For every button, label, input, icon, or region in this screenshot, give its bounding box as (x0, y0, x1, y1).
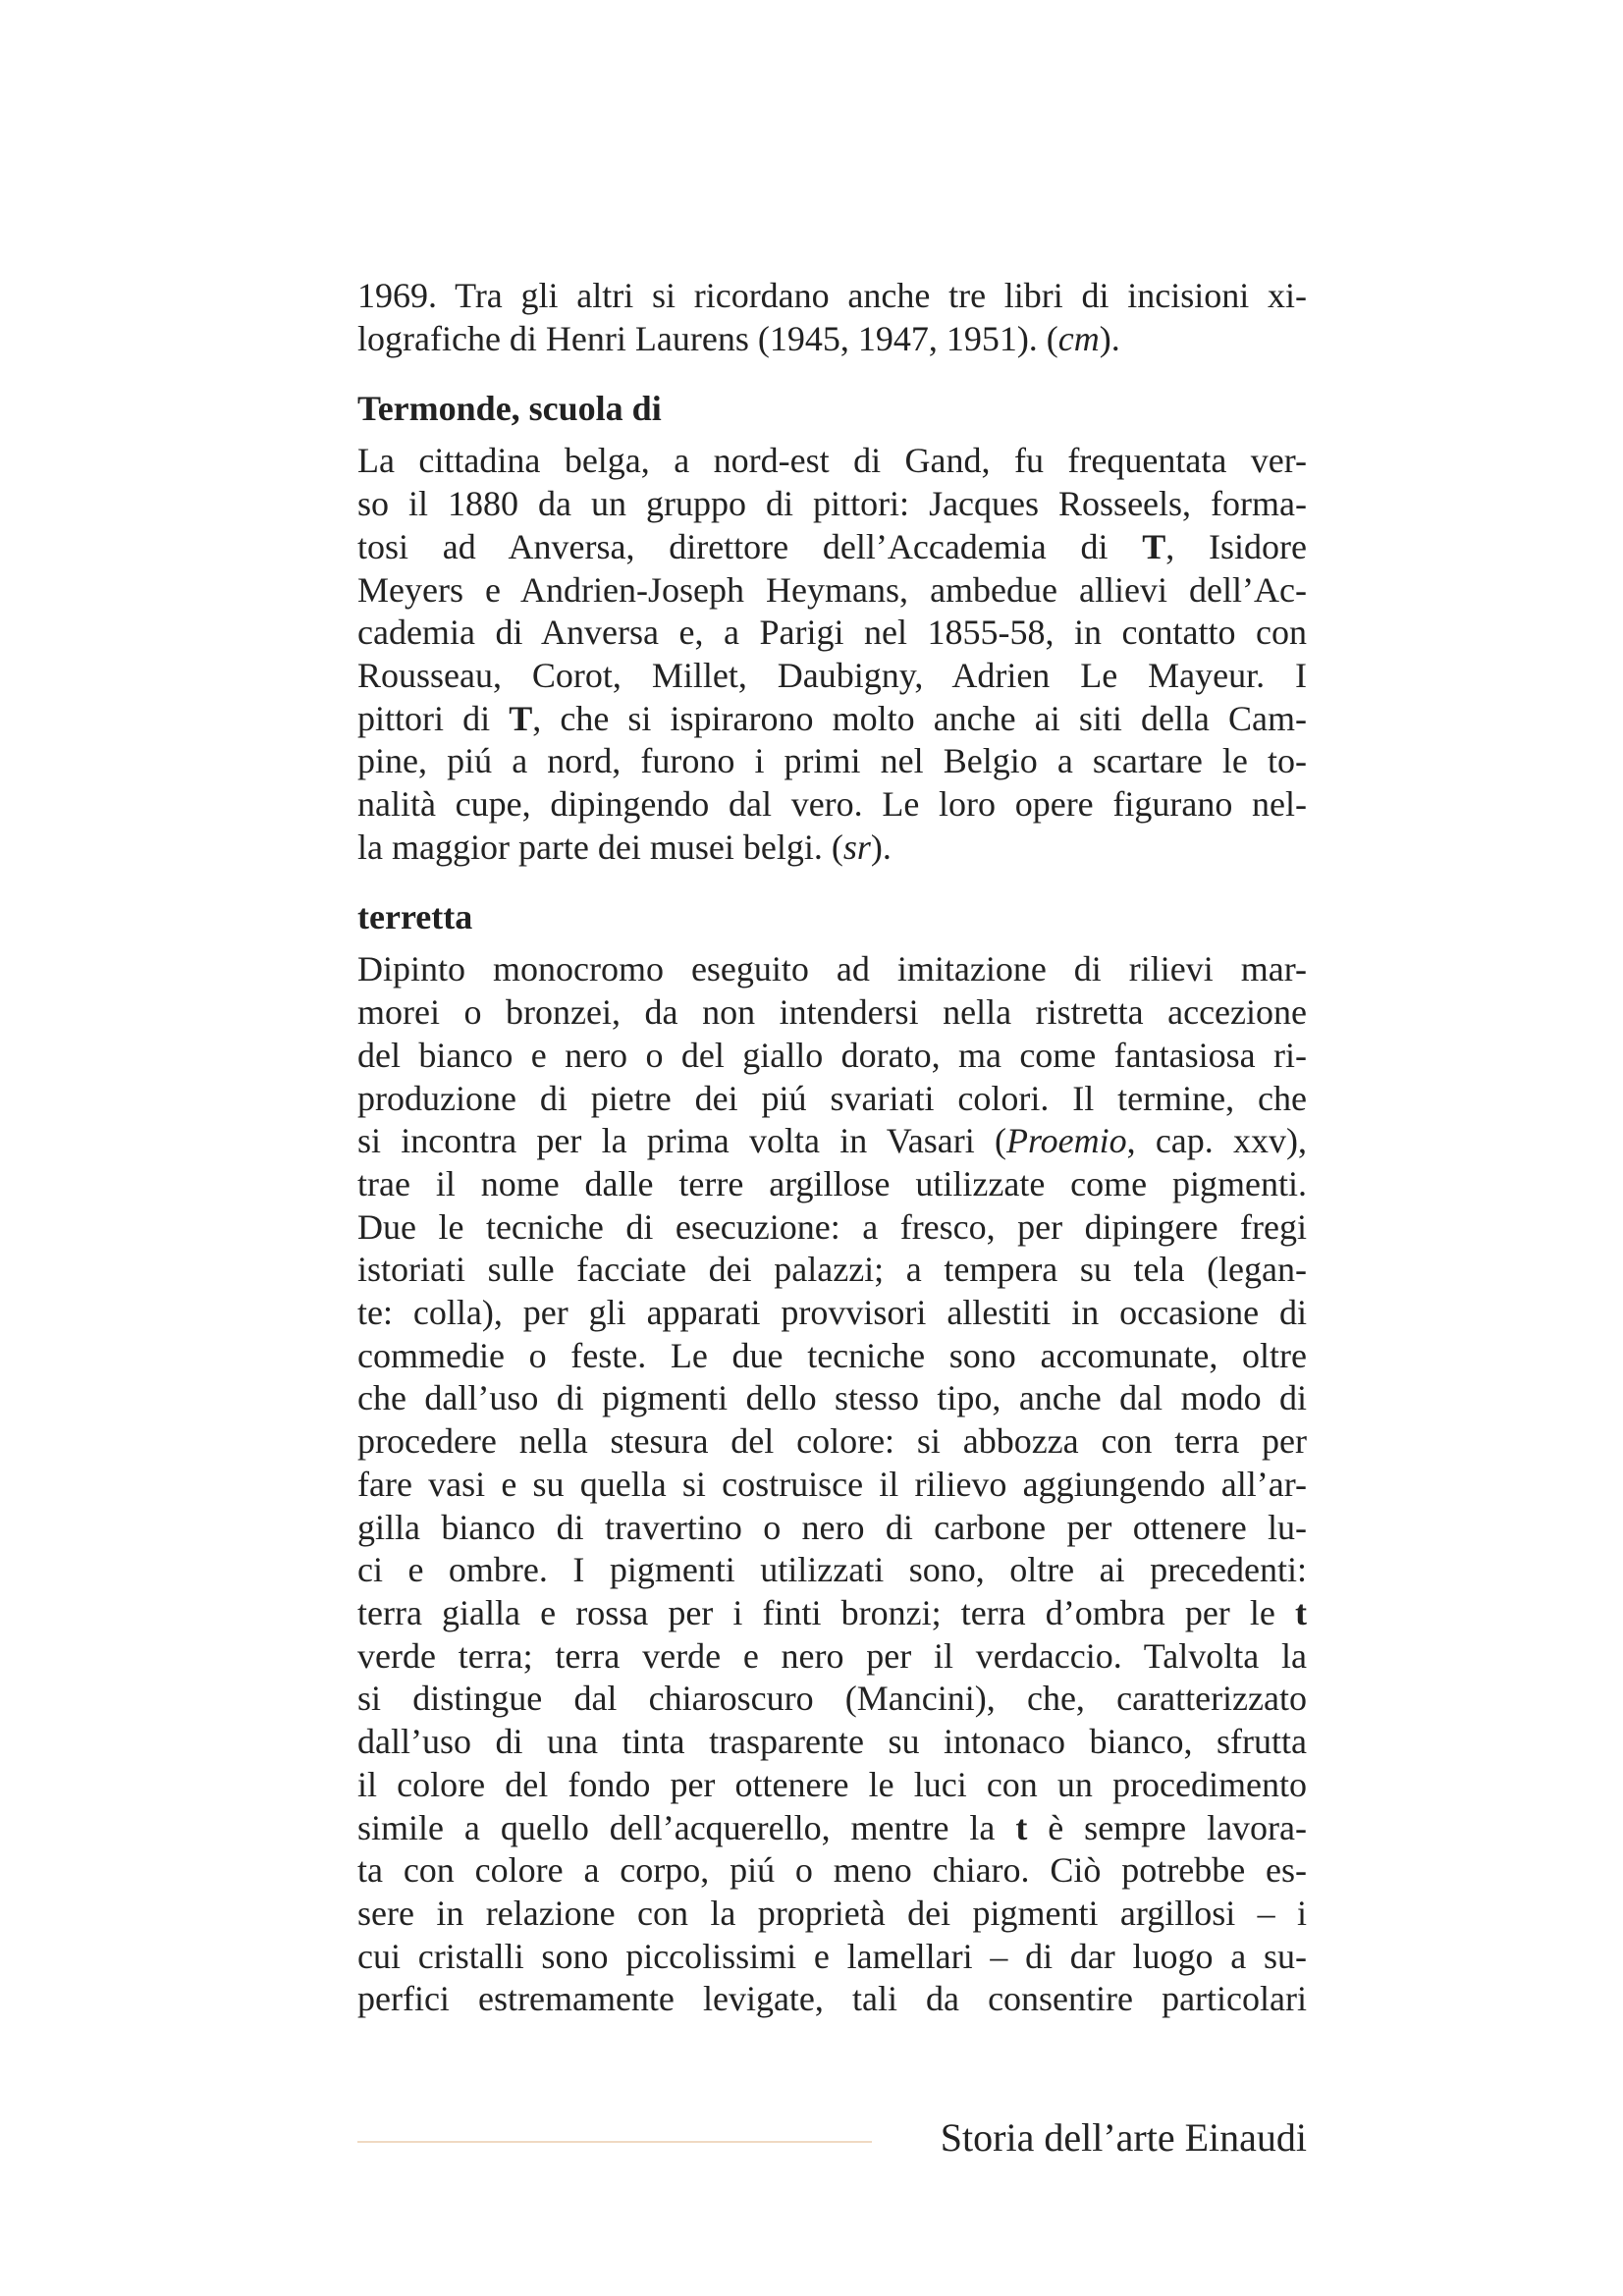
text-line: Due le tecniche di esecuzione: a fresco, per dipingere fregi (357, 1206, 1307, 1247)
text-line: sere in relazione con la proprietà dei pigmenti argillosi – i (357, 1893, 1307, 1933)
entry-text (357, 440, 1307, 869)
text-line: morei o bronzei, da non intendersi nella ristretta accezione (357, 992, 1307, 1033)
footer-title: Storia dell’arte Einaudi (940, 2115, 1307, 2160)
text-line: cademia di Anversa e, a Parigi nel 1855-58, in contatto con (357, 613, 1307, 653)
text-line: lografiche di Henri Laurens (1945, 1947, 1951). (cm). (357, 318, 1120, 358)
text-line: fare vasi e su quella si costruisce il rilievo aggiungendo all’ar- (357, 1464, 1307, 1504)
text-line: trae il nome dalle terre argillose utilizzate come pigmenti. (357, 1163, 1307, 1203)
entry-abbreviation: t (1295, 1592, 1307, 1632)
text-line: si distingue dal chiaroscuro (Mancini), che, caratterizzato (357, 1679, 1307, 1719)
text-line: gilla bianco di travertino o nero di carbone per ottenere lu- (357, 1507, 1307, 1547)
text-line: cui cristalli sono piccolissimi e lamellari – di dar luogo a su- (357, 1936, 1307, 1976)
text-line: pittori di T, che si ispirarono molto anche ai siti della Cam- (357, 698, 1307, 738)
text-line: del bianco e nero o del giallo dorato, ma come fantasiosa ri- (357, 1035, 1307, 1075)
text-line: so il 1880 da un gruppo di pittori: Jacques Rosseels, forma- (357, 484, 1307, 524)
entry-terretta (357, 895, 1307, 2021)
entry-abbreviation: T (1142, 526, 1166, 566)
entry-heading: Termonde, scuola di (357, 389, 662, 429)
page-body (357, 275, 1307, 2021)
text-line: 1969. Tra gli altri si ricordano anche tre libri di incisioni xi- (357, 276, 1307, 315)
text-line: pine, piú a nord, furono i primi nel Belgio a scartare le to- (357, 741, 1307, 781)
text-line: verde terra; terra verde e nero per il verdaccio. Talvolta la (357, 1635, 1307, 1676)
entry-termonde (357, 387, 1307, 869)
text-line: te: colla), per gli apparati provvisori allestiti in occasione di (357, 1293, 1307, 1333)
text-line: ci e ombre. I pigmenti utilizzati sono, oltre ai precedenti: (357, 1550, 1307, 1590)
text-line: dall’uso di una tinta trasparente su intonaco bianco, sfrutta (357, 1722, 1307, 1762)
text-line: che dall’uso di pigmenti dello stesso tipo, anche dal modo di (357, 1378, 1307, 1418)
text-line: La cittadina belga, a nord-est di Gand, fu frequentata ver- (357, 441, 1307, 481)
cited-work: Proemio (1005, 1121, 1127, 1161)
entry-abbreviation: T (509, 698, 533, 738)
author-signature: cm (1057, 318, 1100, 358)
text-line: si incontra per la prima volta in Vasari (Proemio, cap. xxv), (357, 1121, 1307, 1161)
entry-abbreviation: t (1015, 1807, 1028, 1847)
text-line: il colore del fondo per ottenere le luci con un procedimento (357, 1764, 1307, 1804)
text-line: nalità cupe, dipingendo dal vero. Le loro opere figurano nel- (357, 784, 1307, 825)
entry-text (357, 948, 1307, 2021)
text-line: simile a quello dell’acquerello, mentre la t è sempre lavora- (357, 1807, 1308, 1847)
text-line: Rousseau, Corot, Millet, Daubigny, Adrien Le Mayeur. I (357, 655, 1307, 695)
entry-heading: terretta (357, 897, 473, 937)
text-line: terra gialla e rossa per i finti bronzi; terra d’ombra per le t (357, 1592, 1307, 1632)
text-line: procedere nella stesura del colore: si abbozza con terra per (357, 1421, 1307, 1462)
text-line: tosi ad Anversa, direttore dell’Accademia di T, Isidore (357, 526, 1307, 566)
intro-paragraph (357, 275, 1307, 360)
text-line: la maggior parte dei musei belgi. (sr). (357, 827, 892, 867)
footer-rule (357, 2141, 872, 2143)
text-line: produzione di pietre dei piú svariati colori. Il termine, che (357, 1078, 1307, 1118)
text-line: Meyers e Andrien-Joseph Heymans, ambedue allievi dell’Ac- (357, 569, 1307, 610)
page-footer (357, 2110, 1307, 2169)
text-line: istoriati sulle facciate dei palazzi; a tempera su tela (legan- (357, 1250, 1307, 1290)
text-line: commedie o feste. Le due tecniche sono accomunate, oltre (357, 1335, 1307, 1375)
text-line: perfici estremamente levigate, tali da consentire particolari (357, 1979, 1307, 2019)
text-line: Dipinto monocromo eseguito ad imitazione di rilievi mar- (357, 949, 1307, 989)
author-signature: sr (842, 827, 871, 867)
text-line: ta con colore a corpo, piú o meno chiaro. Ciò potrebbe es- (357, 1850, 1307, 1891)
